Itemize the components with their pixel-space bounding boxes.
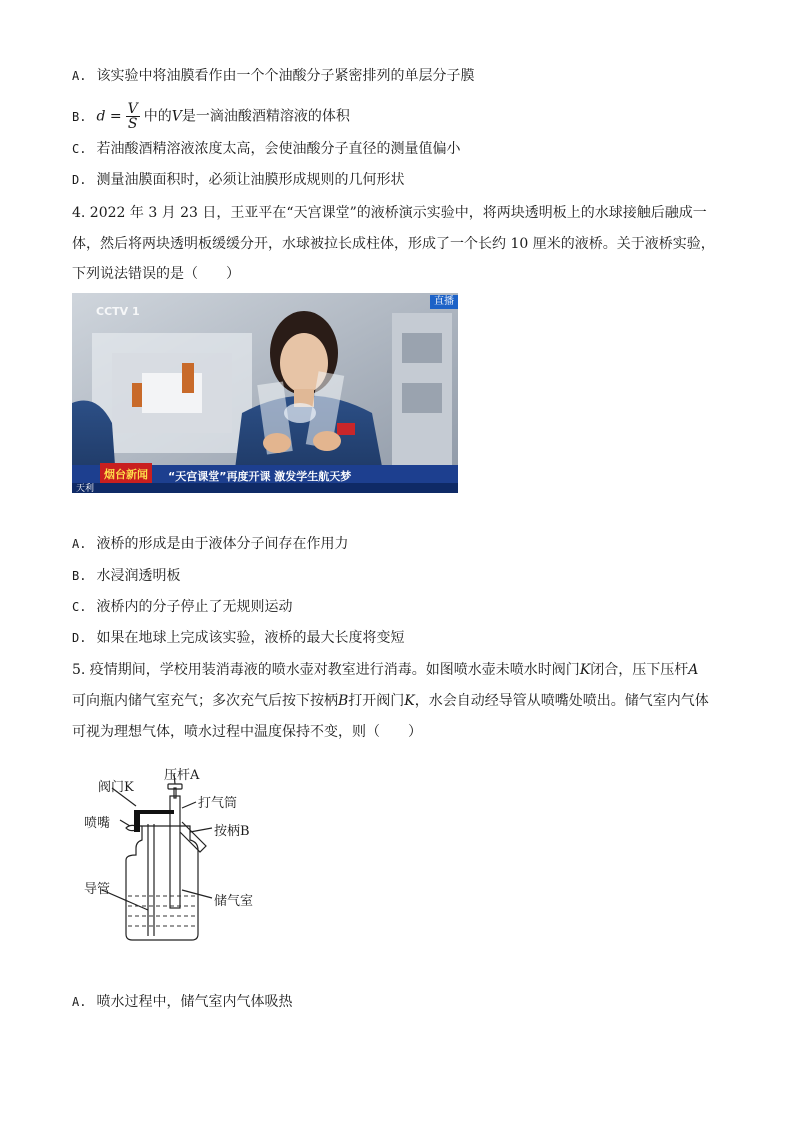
option-text-prefix: 中的 xyxy=(143,108,172,125)
program-tag: 烟台新闻 xyxy=(104,468,148,481)
label-pump: 打气筒 xyxy=(198,796,238,811)
label-chamber: 储气室 xyxy=(214,894,254,909)
q4-stem-line-1: 4. 2022 年 3 月 23 日，王亚平在“天宫课堂”的液桥演示实验中，将两块透明板上的水球接触后融成一 xyxy=(72,205,707,221)
option-letter: B. xyxy=(72,109,87,124)
q5-text: 打开阀门 xyxy=(348,693,405,709)
variable-k: K xyxy=(579,662,591,678)
q5-stem-line-1 xyxy=(72,660,698,680)
option-letter: D. xyxy=(72,173,87,187)
option-text: 测量油膜面积时，必须让油膜形成规则的几何形状 xyxy=(96,172,405,188)
q3-option-c xyxy=(72,139,460,159)
option-text: 液桥的形成是由于液体分子间存在作用力 xyxy=(96,536,349,552)
broadcast-caption: “天宫课堂”再度开课 激发学生航天梦 xyxy=(168,470,352,483)
option-letter: C. xyxy=(72,600,87,614)
label-valve-k: 阀门K xyxy=(98,780,134,795)
q3-option-b xyxy=(72,102,350,131)
q4-stem-line-3: 下列说法错误的是（ ） xyxy=(72,266,240,282)
option-text: 水浸润透明板 xyxy=(96,568,181,584)
q4-option-d xyxy=(72,628,404,648)
q3-option-a xyxy=(72,66,474,86)
live-badge: 直播 xyxy=(434,296,454,307)
label-handle-b: 按柄B xyxy=(214,824,250,839)
q5-text: 可向瓶内储气室充气；多次充气后按下按柄 xyxy=(72,693,338,709)
q4-option-c xyxy=(72,597,292,617)
sprayer-diagram xyxy=(78,760,278,950)
q5-option-a xyxy=(72,992,292,1012)
option-variable: V xyxy=(171,108,182,125)
formula-fraction xyxy=(126,102,140,131)
channel-logo: CCTV 1 xyxy=(96,305,140,318)
q5-text: 闭合，压下压杆 xyxy=(590,662,689,678)
q5-stem-line-3: 可视为理想气体，喷水过程中温度保持不变，则（ ） xyxy=(72,724,422,740)
option-letter: B. xyxy=(72,569,87,583)
fraction-numerator: V xyxy=(127,101,138,117)
variable-b: B xyxy=(338,693,349,709)
label-nozzle: 喷嘴 xyxy=(84,816,111,831)
option-letter: D. xyxy=(72,631,87,645)
space-station-photo xyxy=(72,293,458,493)
fraction-denominator: S xyxy=(127,116,138,132)
q4-stem-line-2: 体，然后将两块透明板缓缓分开，水球被拉长成柱体，形成了一个长约 10 厘米的液桥。关于液桥实验， xyxy=(72,236,715,252)
formula-lhs: d = xyxy=(96,108,122,125)
q4-option-a xyxy=(72,534,348,554)
q3-option-d xyxy=(72,170,404,190)
label-tube: 导管 xyxy=(84,882,111,897)
option-text: 如果在地球上完成该实验，液桥的最大长度将变短 xyxy=(96,630,405,646)
label-lever-a: 压杆A xyxy=(164,768,200,783)
corner-text: 天利 xyxy=(76,484,95,493)
option-text: 该实验中将油膜看作由一个个油酸分子紧密排列的单层分子膜 xyxy=(96,68,475,84)
option-letter: C. xyxy=(72,142,87,156)
q5-text: ，水会自动经导管从喷嘴处喷出。储气室内气体 xyxy=(414,693,709,709)
option-text-suffix: 是一滴油酸酒精溶液的体积 xyxy=(181,108,350,125)
option-letter: A. xyxy=(72,537,87,551)
variable-k: K xyxy=(404,693,415,709)
option-text: 液桥内的分子停止了无规则运动 xyxy=(96,599,293,615)
broadcast-still-illustration xyxy=(72,293,458,493)
q5-text: 5. 疫情期间，学校用装消毒液的喷水壶对教室进行消毒。如图喷水壶未喷水时阀门 xyxy=(72,662,580,678)
variable-a: A xyxy=(688,662,699,678)
option-letter: A. xyxy=(72,69,87,83)
q5-stem-line-2 xyxy=(72,691,709,711)
option-letter: A. xyxy=(72,995,87,1009)
q4-option-b xyxy=(72,566,180,586)
option-text: 若油酸酒精溶液浓度太高，会使油酸分子直径的测量值偏小 xyxy=(96,141,461,157)
option-text: 喷水过程中，储气室内气体吸热 xyxy=(96,994,293,1010)
